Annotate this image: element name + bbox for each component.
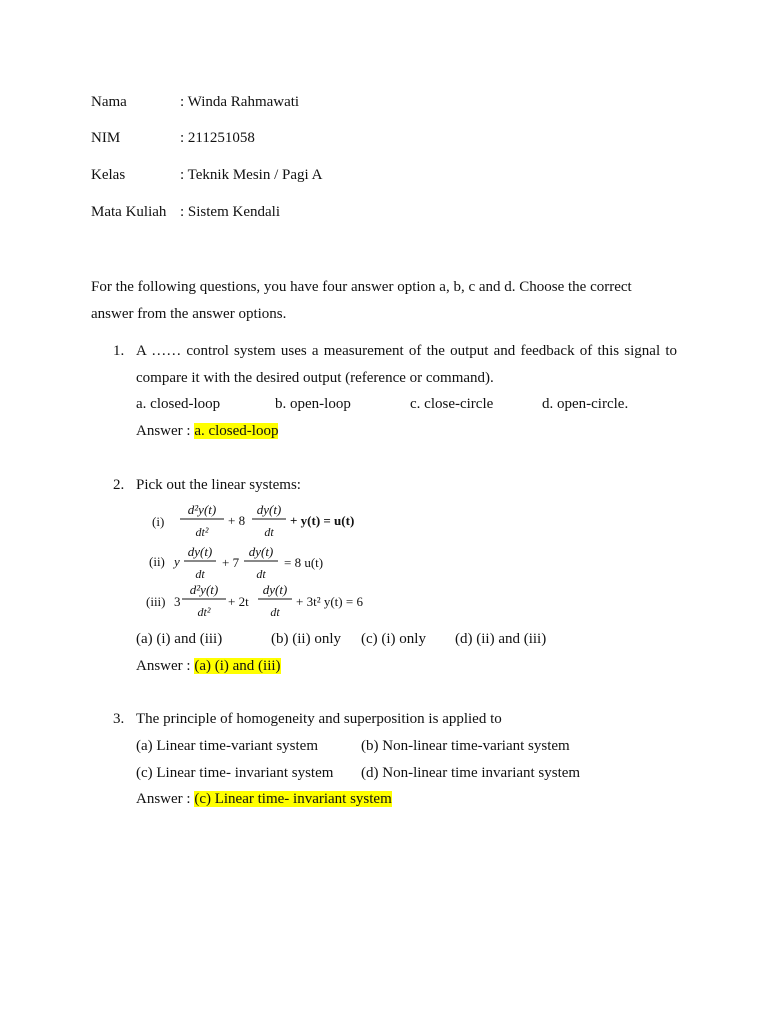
option-b: (b) (ii) only <box>271 631 341 647</box>
option-d: (d) Non-linear time invariant system <box>361 765 581 781</box>
option-b: b. open-loop <box>275 396 351 412</box>
option-d: (d) (ii) and (iii) <box>455 631 547 647</box>
eq-op-1: + 7 <box>222 555 240 570</box>
answer-line <box>136 791 392 808</box>
question-text-line-1: The principle of homogeneity and superposition is applied to <box>136 711 502 727</box>
answer-label: Answer : <box>136 791 191 807</box>
eq-den-2: dt <box>256 567 266 581</box>
field-value-kelas: : Teknik Mesin / Pagi A <box>180 167 323 183</box>
eq-rest: + 3t² y(t) = 6 <box>296 594 363 609</box>
question-text-line-2: compare it with the desired output (reference or command). <box>136 370 494 386</box>
field-label-nim: NIM <box>91 130 121 146</box>
option-c: (c) Linear time- invariant system <box>136 765 334 781</box>
eq-op-1: + 8 <box>228 513 246 528</box>
eq-rest: = 8 u(t) <box>284 555 324 570</box>
instructions-line-2: answer from the answer options. <box>91 306 287 322</box>
option-d: d. open-circle. <box>542 396 629 412</box>
eq-pre: 3 <box>174 594 181 609</box>
field-value-mata-kuliah: : Sistem Kendali <box>180 204 280 220</box>
answer-label: Answer : <box>136 423 191 439</box>
field-label-nama: Nama <box>91 94 127 110</box>
eq-label: (i) <box>152 514 165 529</box>
answer-line <box>136 658 281 675</box>
field-value-nim: : 211251058 <box>180 130 255 146</box>
answer-label: Answer : <box>136 658 191 674</box>
equation-iii <box>146 582 363 619</box>
eq-den-1: dt² <box>195 525 209 539</box>
eq-den-1: dt <box>195 567 205 581</box>
eq-rest: + y(t) = u(t) <box>290 513 355 528</box>
eq-den-2: dt <box>270 605 280 619</box>
option-a: (a) Linear time-variant system <box>136 738 319 754</box>
answer-highlight: (a) (i) and (iii) <box>194 658 281 674</box>
eq-num-1: d²y(t) <box>189 582 219 597</box>
equation-ii <box>149 544 323 581</box>
eq-den-1: dt² <box>197 605 211 619</box>
option-a: a. closed-loop <box>136 396 221 412</box>
eq-num-1: d²y(t) <box>187 502 217 517</box>
question-number: 1. <box>113 343 125 359</box>
option-b: (b) Non-linear time-variant system <box>361 738 570 754</box>
equation-i <box>152 502 354 539</box>
option-c: (c) (i) only <box>361 631 426 647</box>
equation-image <box>140 500 380 620</box>
eq-num-2: dy(t) <box>248 544 274 559</box>
field-label-mata-kuliah: Mata Kuliah <box>91 204 167 220</box>
eq-num-1: dy(t) <box>187 544 213 559</box>
eq-num-2: dy(t) <box>256 502 282 517</box>
eq-op-1: + 2t <box>228 594 249 609</box>
instructions-line-1: For the following questions, you have four answer option a, b, c and d. Choose the correct <box>91 279 632 295</box>
eq-label: (iii) <box>146 594 166 609</box>
question-number: 3. <box>113 711 125 727</box>
answer-highlight: a. closed-loop <box>194 423 279 439</box>
eq-den-2: dt <box>264 525 274 539</box>
eq-num-2: dy(t) <box>262 582 288 597</box>
question-text-line-1: Pick out the linear systems: <box>136 477 301 493</box>
question-text-line-1: A …… control system uses a measurement of the output and feedback of this signal to <box>136 343 677 359</box>
question-number: 2. <box>113 477 125 493</box>
eq-pre: y <box>174 554 180 569</box>
option-a: (a) (i) and (iii) <box>136 631 223 647</box>
answer-highlight: (c) Linear time- invariant system <box>194 791 392 807</box>
field-label-kelas: Kelas <box>91 167 126 183</box>
field-value-nama: : Winda Rahmawati <box>180 94 300 110</box>
answer-line <box>136 423 278 440</box>
option-c: c. close-circle <box>410 396 494 412</box>
eq-label: (ii) <box>149 554 165 569</box>
